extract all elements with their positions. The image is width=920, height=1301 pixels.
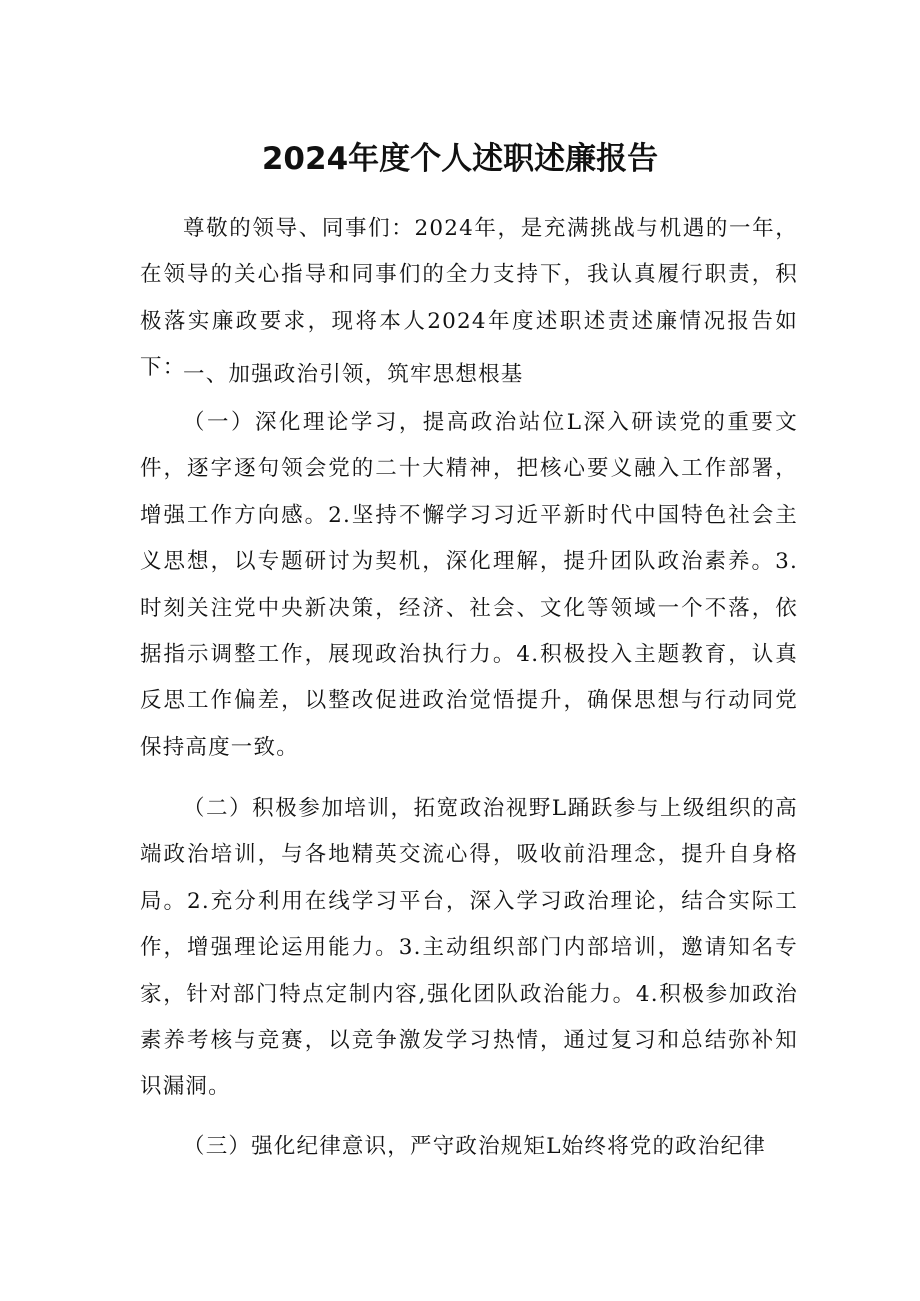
section-heading-1: 一、加强政治引领，筑牢思想根基 <box>183 362 524 387</box>
subsection-paragraph-3: （三）强化纪律意识，严守政治规矩L始终将党的政治纪律 <box>183 1134 766 1159</box>
document-title: 2024年度个人述职述廉报告 <box>261 140 659 177</box>
subsection-paragraph-2: （二）积极参加培训，拓宽政治视野L踊跃参与上级组织的高端政治培训，与各地精英交流心得，吸收前沿理念，提升自身格局。2.充分利用在线学习平台，深入学习政治理论，结合实际工作，增强理论运用能力。3.主动组织部门内部培训，邀请知名专家，针对部门特点定制内容,强化团队政治能力。4.积极参加政治素养考核与竞赛，以竞争激发学习热情，通过复习和总结弥补知识漏洞。 <box>140 796 798 1100</box>
subsection-paragraph-1: （一）深化理论学习，提高政治站位L深入研读党的重要文件，逐字逐句领会党的二十大精神，把核心要义融入工作部署，增强工作方向感。2.坚持不懈学习习近平新时代中国特色社会主义思想，以专题研讨为契机，深化理解，提升团队政治素养。3.时刻关注党中央新决策，经济、社会、文化等领域一个不落，依据指示调整工作，展现政治执行力。4.积极投入主题教育，认真反思工作偏差，以整改促进政治觉悟提升，确保思想与行动同党保持高度一致。 <box>140 410 798 760</box>
intro-paragraph: 尊敬的领导、同事们：2024年，是充满挑战与机遇的一年，在领导的关心指导和同事们的全力支持下，我认真履行职责，积极落实廉政要求，现将本人2024年度述职述责述廉情况报告如下： <box>140 216 798 381</box>
